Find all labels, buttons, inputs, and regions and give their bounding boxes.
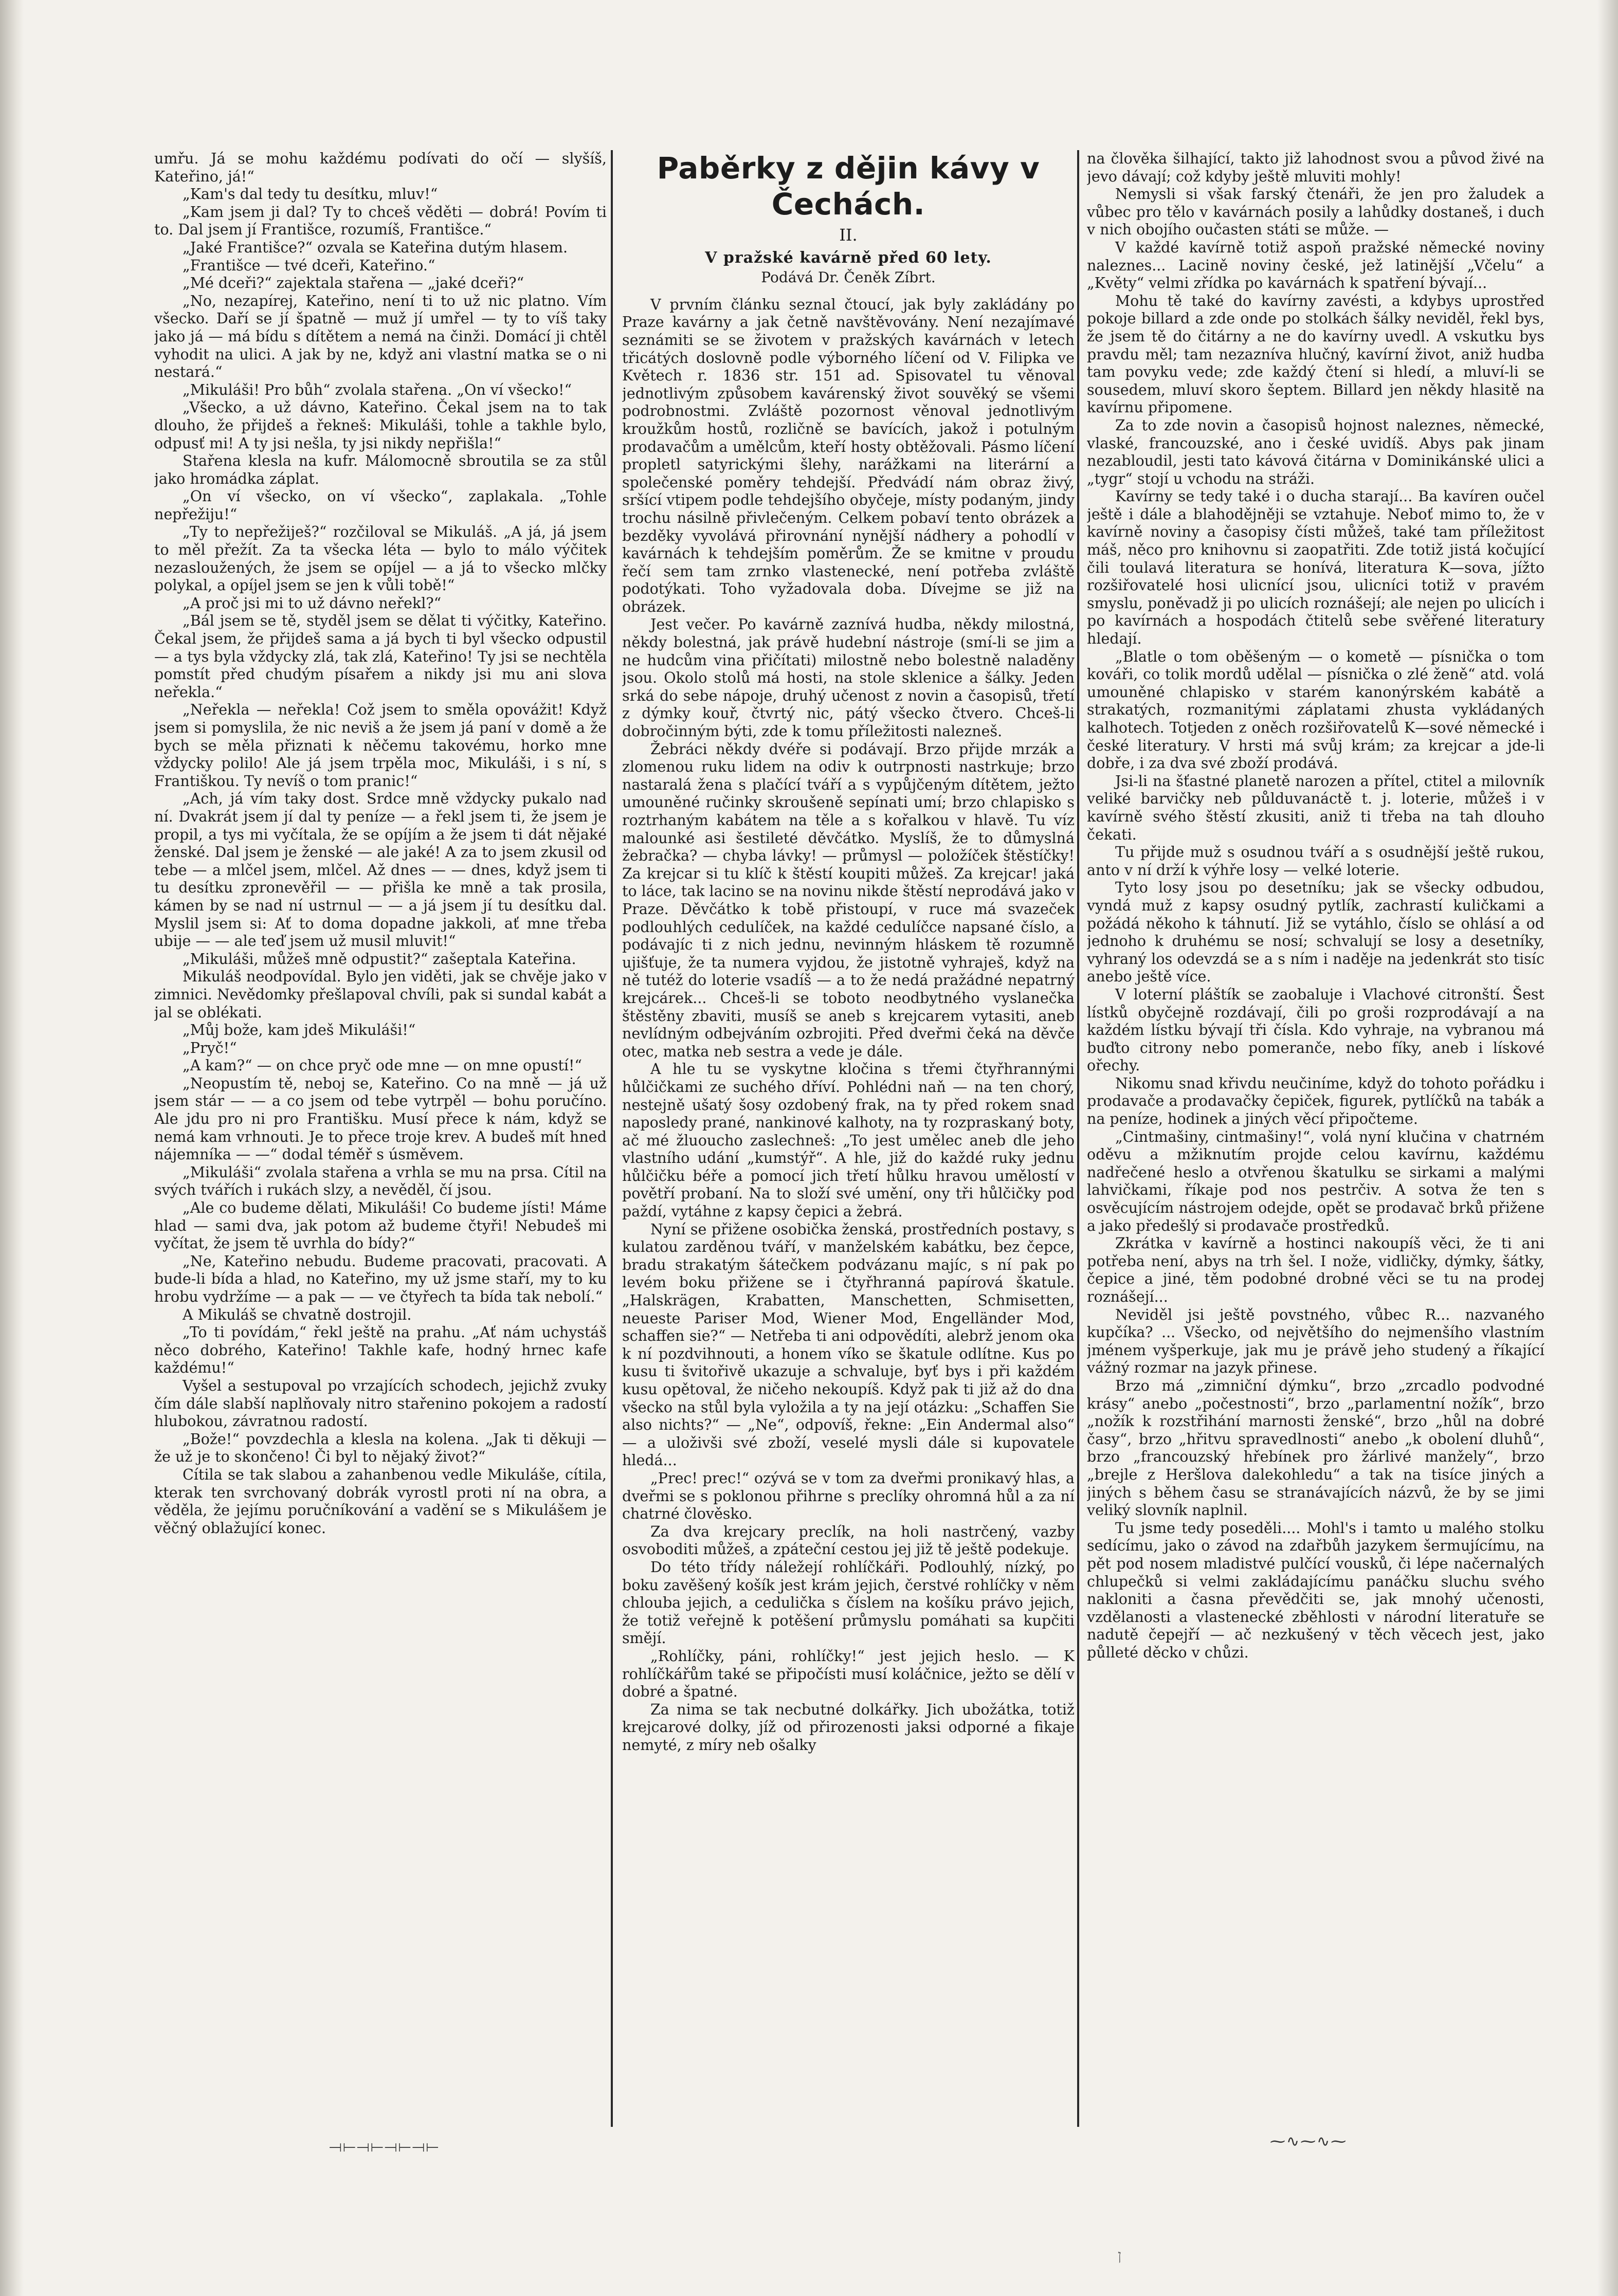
paragraph: „Můj bože, kam jdeš Mikuláši!“: [183, 1022, 416, 1039]
paragraph: „Všecko, a už dávno, Kateřino. Čekal jsem na to tak dlouho, že přijdeš a řekneš: Mikuláši, tohle a takhle bylo, odpusť mi! A ty jsi nešla, ty jsi nikdy nepřišla!“: [154, 399, 607, 452]
paragraph: Jest večer. Po kavárně zaznívá hudba, někdy milostná, někdy bolestná, jak právě hudební nástroje (smí-li se jim a ne hudcům vina přičítati) milostně nebo bolestně naladěny jsou. Okolo stolů má hosti, na stole sklenice a šálky. Jeden srká do sebe nápoje, druhý učenost z novin a časopisů, třetí z dýmky kouř, čtvrtý nic, pátý všecko čtvero. Chceš-li dobročinným býti, zde k tomu příležitosti nalezneš.: [622, 616, 1075, 740]
paragraph: V loterní pláštík se zaobaluje i Vlachové citronští. Šest lístků obyčejně rozdávají, čili po groši rozprodávají a na každém lístku bývají tři čísla. Kdo vyhraje, na vybranou má buďto citrony nebo pomeranče, nebo fíky, aneb i lískové ořechy.: [1087, 986, 1544, 1074]
paragraph: Tu jsme tedy poseděli.... Mohl's i tamto u malého stolku sedícímu, jako o závod na zdařbůh jazykem šermujícímu, na pět pod nosem mladistvé pulčící vousků, či lépe načernalých chlupečků si velmi zakládajícímu panáčku sluchu svého nakloniti a časna převědčiti se, jak mnohý učenosti, vzdělanosti a vlastenecké zběhlosti v národní literatuře se nadutě čepejří — ač nezkušený v těch věcech jest, jako půlleté děcko v chůzi.: [1087, 1519, 1544, 1661]
paragraph: Brzo má „zimniční dýmku“, brzo „zrcadlo podvodné krásy“ anebo „počestnosti“, brzo „parlamentní nožík“, brzo „nožík k rozstřihání marnosti ženské“, brzo „hůl na dobré časy“, brzo „hřitvu spravedlnosti“ anebo „k obolení dluhů“, brzo „francouzský hřebínek pro žárlivé manžely“, brzo „brejle z Heršlova dalekohledu“ a tak na tisíce jiných a jiných s během času se stranávajících názvů, že by se jimi veliký slovník naplnil.: [1087, 1377, 1544, 1519]
paragraph: Cítila se tak slabou a zahanbenou vedle Mikuláše, cítila, kterak ten svrchovaný dobrák vyrostl proti ní na obra, a věděla, že jejímu poručníkování a vadění se s Mikulášem je věčný oblažující konec.: [154, 1466, 607, 1537]
paragraph: Nemysli si však farský čtenáři, že jen pro žaludek a vůbec pro tělo v kavárnách posily a lahůdky dostaneš, i duch v nich obojího oučasten státi se může. —: [1087, 186, 1544, 239]
paragraph: Stařena klesla na kufr. Málomocně sbroutila se za stůl jako hromádka záplat.: [154, 452, 607, 487]
paragraph: „Františce — tvé dceři, Kateřino.“: [183, 257, 435, 274]
page-corner-mark: ן: [1118, 2247, 1122, 2264]
page-edge-left: [0, 0, 24, 2296]
paragraph: Tyto losy jsou po desetníku; jak se všecky odbudou, vyndá muž z kapsy osudný pytlík, zachrastí kuličkami a požádá někoho k táhnutí. Již se vytáhlo, číslo se ohlásí a od jednoho k druhému se nosí; schvalují se losy a desetníky, vyhraný los odevzdá se a s ním i naděje na jedenkrát sto tisíc anebo ještě více.: [1087, 879, 1544, 986]
paragraph: „Blatle o tom oběšeným — o kometě — písnička o tom kováři, co tolik mordů udělal — písnička o zlé ženě“ atd. volá umouněné chlapisko v starém kanonýrském kabátě a strakatých, rozmanitými záplatami zhusta vykládaných kalhotech. Totjeden z oněch rozšiřovatelů K—sové německé i české literatury. V hrsti má svůj krám; za krejcar a jde-li dobře, i za dva své zboží prodává.: [1087, 648, 1544, 772]
paragraph: „A proč jsi mi to už dávno neřekl?“: [183, 594, 442, 612]
column-rule-left: [611, 150, 613, 2127]
paragraph: „Kam jsem ji dal? Ty to chceš věděti — dobrá! Povím ti to. Dal jsem jí Františce, rozumíš, Františce.“: [154, 203, 607, 239]
article-end-ornament: ⁓∿⁓∿⁓: [1270, 2133, 1348, 2151]
paragraph: V každé kavírně totiž aspoň pražské německé noviny naleznes... Lacině noviny české, jež latinější „Včelu“ a „Květy“ velmi zřídka po kavárnách k spatření bývají...: [1087, 239, 1544, 292]
paragraph: Za to zde novin a časopisů hojnost naleznes, německé, vlaské, francouzské, ano i české uvidíš. Abys pak jinam nezabloudil, jesti tato kávová čitárna v Dominikánské ulici a „tygr“ stojí u vchodu na stráži.: [1087, 416, 1544, 487]
paragraph: Vyšel a sestupoval po vrzajících schodech, jejichž zvuky čím dále slabší naplňovaly nitro stařenino pokojem a radostí hlubokou, závratnou radostí.: [154, 1377, 607, 1430]
paragraph: Mohu tě také do kavírny zavésti, a kdybys uprostřed pokoje billard a zde onde po stolkách šálky neviděl, řekl bys, že jsem tě do čitárny a ne do kavírny uvedl. A vskutku bys pravdu měl; tam nezazníva hlučný, kavírní život, aniž hudba tam povyku vede; zde každý čtení si hledí, a mluví-li se sousedem, mluví skoro šeptem. Billard jen někdy hlasitě na kavírnu připomene.: [1087, 292, 1544, 416]
paragraph: Žebráci někdy dvéře si podávají. Brzo přijde mrzák a zlomenou ruku lidem na odiv k outrpnosti nastrkuje; brzo nastaralá žena s plačící tváří a s vypůjčeným dítětem, ježto umouněné ručinky skroušeně sepínati umí; brzo chlapisko s roztrhaným kabátem na těle a s kořalkou v hlavě. Tu víz malounké asi šestileté děvčátko. Myslíš, že to důmyslná žebračka? — chyba lávky! — průmysl — položíček štěstíčky! Za krejcar si tu klíč k štěstí koupiti můžeš. Za krejcar! jaká to láce, tak lacino se na novinu nikde štěstí neprodává jako v Praze. Děvčátko k tobě přistoupí, v ruce má svazeček podlouhlých cedulíček, na každé cedulíčce napsané číslo, a podávajíc ti z nich jednu, nevinným hláskem tě rozumně ujišťuje, že ta numera vyjdou, že jistotně vyhraješ, když na ně tutéž do loterie vsadíš — a to že nedá pražádné nepatrný krejcárek... Chceš-li se toboto neodbytného vyslanečka štěstěny zbaviti, musíš se aneb s krejcarem vytasiti, aneb nevlídným odbejváním ozbrojiti. Před dveřmi čeká na děvče otec, matka neb sestra a vede je dále.: [622, 740, 1075, 1060]
paragraph: na člověka šilhající, takto již lahodnost svou a původ živé na jevo dávají; což kdyby ještě mluviti mohly!: [1087, 150, 1544, 185]
paragraph: Jsi-li na šťastné planetě narozen a přítel, ctitel a milovník veliké barvičky neb půlduvanáctě t. j. loterie, můžeš i v kavírně svého štěstí zkusiti, aniž ti třeba na tah dlouho čekati.: [1087, 772, 1544, 843]
paragraph: „To ti povídám,“ řekl ještě na prahu. „Ať nám uchystáš něco dobrého, Kateřino! Takhle kafe, hodný hrnec kafe každému!“: [154, 1324, 607, 1377]
article-byline: Podává Dr. Čeněk Zíbrt.: [761, 269, 936, 286]
paragraph: „Prec! prec!“ ozývá se v tom za dveřmi pronikavý hlas, a dveřmi se s poklonou přihrne s preclíky ohromná hůl a za ní chatrné člověsko.: [622, 1469, 1075, 1523]
paragraph: „Bože!“ povzdechla a klesla na kolena. „Jak ti děkuji — že už je to skončeno! Či byl to nějaký život?“: [154, 1430, 607, 1466]
paragraph: Za nima se tak necbutné dolkářky. Jich ubožátka, totiž krejcarové dolky, jíž od přirozenosti jaksi odporné a fikaje nemyté, z míry neb ošalky: [622, 1701, 1075, 1754]
paragraph: Neviděl jsi ještě povstného, vůbec R... nazvaného kupčíka? ... Všecko, od největšího do nejmenšího vlastním jménem vyšperkuje, jak mu je právě jeho studený a říkající vážný rozmar na jazyk přinese.: [1087, 1306, 1544, 1377]
article-part-number: II.: [839, 225, 858, 245]
paragraph: „Ale co budeme dělati, Mikuláši! Co budeme jísti! Máme hlad — sami dva, jak potom až budeme čtyři! Nebudeš mi vyčítat, že jsem tě uvrhla do bídy?“: [154, 1199, 607, 1252]
paragraph: „On ví všecko, on ví všecko“, zaplakala. „Tohle nepřežiju!“: [154, 488, 607, 523]
paragraph: V prvním článku seznal čtoucí, jak byly zakládány po Praze kavárny a jak četně navštěvovány. Není nezajímavé seznámiti se se životem v pražských kavárnách v letech třicátých doslovně podle výborného líčení od V. Filipka ve Květech r. 1836 str. 151 ad. Spisovatel tu věnoval jednotlivým způsobem kavárenský život souvěký se všemi podrobnostmi. Zvláště pozornost věnoval jednotlivým kroužkům hostů, rozličně se bavících, jakož i potulným prodavačům a umělcům, kteří hosty obtěžovali. Pásmo líčení propletl satyrickými šlehy, narážkami na literární a společenské poměry tehdejší. Předvádí nám obraz živý, sršící vtipem podle tehdejšího obyčeje, místy podaným, jindy trochu násilně přivlečeným. Celkem pobaví tento obrázek a bezděky vyvolává přirovnání nynější nádhery a pohodlí v kavárnách k tehdejším poměrům. Že se kmitne v proudu řečí sem tam zrnko vlastenecké, není potřeba zvláště podotýkati. Toho vyžadovala doba. Dívejme se již na obrázek.: [622, 296, 1075, 615]
paragraph: „Cintmašiny, cintmašiny!“, volá nyní klučina v chatrném oděvu a mžiknutím projde celou kavírnu, každému nadřečené heslo a otvřenou škatulku se sirkami a malými lahvičkami, říkaje pod nos pestrčiv. A sotva že ten s osvěcujícím nástrojem odejde, opět se prodavač brků přižene a jako předešlý si prodavače prostředků.: [1087, 1128, 1544, 1234]
article-subtitle: V pražské kavárně před 60 lety.: [705, 248, 992, 267]
paragraph: Do této třídy náležejí rohlíčkáři. Podlouhlý, nízký, po boku zavěšený košík jest krám jejich, čerstvé rohlíčky v něm chlouba jejich, a cedulička s číslem na košíku právo jejich, že totiž veřejně k potěšení průmyslu pomáhati sa kupčiti smějí.: [622, 1558, 1075, 1647]
paragraph: „Mikuláši, můžeš mně odpustit?“ zašeptala Kateřina.: [183, 950, 576, 968]
paragraph: Tu přijde muž s osudnou tváří a s osudnější ještě rukou, anto v ní drží k výhře losy — velké loterie.: [1087, 844, 1544, 879]
paragraph: Za dva krejcary preclík, na holi nastrčený, vazby osvoboditi můžeš, a zpáteční cestou jej již tě ještě podekuje.: [622, 1523, 1075, 1558]
paragraph: Kavírny se tedy také i o ducha starají... Ba kavíren oučel ještě i dále a blahodějněji se vztahuje. Neboť mimo to, že v kavírně noviny a časopisy čísti můžeš, také tam příležitost máš, něco pro knihovnu si zaopatřiti. Zde totiž jistá kočující čili toulavá literatura se honívá, literatura K—sova, jížto rozšiřovatelé hosi ulicnící jsou, ulicníci totiž v pravém smyslu, poněvadž ji po ulicích roznášejí; ale nejen po ulicích i po kavírnách a hospodách čtitelů sebe svěřené literatury hledají.: [1087, 488, 1544, 648]
paragraph: „Ty to nepřežiješ?“ rozčiloval se Mikuláš. „A já, já jsem to měl přežít. Za ta všecka léta — bylo to málo výčitek nezasloužených, že jsem se opíjel — a já to všecko mlčky polykal, a opíjel jsem se jen k vůli tobě!“: [154, 523, 607, 594]
article-body: [622, 296, 1075, 1755]
paragraph: „Mikuláši! Pro bůh“ zvolala stařena. „On ví všecko!“: [183, 381, 572, 398]
paragraph: „Ne, Kateřino nebudu. Budeme pracovati, pracovati. A bude-li bída a hlad, no Kateřino, my už jsme staří, my to ku hrobu vydržíme — a pak — — ve čtyřech ta bída tak nebolí.“: [154, 1252, 607, 1305]
story-column: [154, 150, 607, 2129]
paragraph: „Neřekla — neřekla! Což jsem to směla opovážit! Když jsem si pomyslila, že nic neviš a že jsem já paní v domě a že bych se měla přiznati k něčemu takovému, horko mne vždycky polilo! Ale já jsem trpěla moc, Mikuláši, i s ní, s Františkou. Ty nevíš o tom pranic!“: [154, 701, 607, 790]
paragraph: umřu. Já se mohu každému podívati do očí — slyšíš, Kateřino, já!“: [154, 150, 607, 185]
paragraph: Mikuláš neodpovídal. Bylo jen viděti, jak se chvěje jako v zimnici. Nevědomky přešlapoval chvíli, pak si sundal kabát a jal se oblékati.: [154, 968, 607, 1021]
article-continuation-column: [1087, 150, 1544, 2129]
paragraph: „Pryč!“: [183, 1039, 237, 1056]
paragraph: „A kam?“ — on chce pryč ode mne — on mne opustí!“: [183, 1057, 582, 1074]
paragraph: „Kam's dal tedy tu desítku, mluv!“: [183, 186, 438, 203]
paragraph: „Mikuláši“ zvolala stařena a vrhla se mu na prsa. Cítil na svých tvářích i rukách slzy, a nevěděl, čí jsou.: [154, 1163, 607, 1199]
paragraph: „Jaké Františce?“ ozvala se Kateřina dutým hlasem.: [183, 239, 568, 256]
paragraph: Nyní se přižene osobička ženská, prostředních postavy, s kulatou zarděnou tváří, v manželském kabátku, bez čepce, bradu strakatým šátečkem podvázanu majíc, s ní pak po levém boku přižene se i čtyřhranná papírová škatule. „Halskrägen, Krabatten, Manschetten, Schmisetten, neueste Pariser Mod, Wiener Mod, Engelländer Mod, schaffen sie?“ — Netřeba ti ani odpovědíti, alebrž jenom oka k ní pozdvihnouti, a honem víko se škatule odlítne. Kus po kusu ti švitořivě ukazuje a schvaluje, byť bys i při každém kusu opětoval, že ničeho nekoupíš. Když pak ti již až do dna všecko na stůl byla vyložila a ty na její otázku: „Schaffen Sie also nichts?“ — „Ne“, odpovíš, řekne: „Ein Andermal also“ — a uloživši své zboží, veselé mysli dále si kupovatele hledá...: [622, 1220, 1075, 1469]
paragraph: „No, nezapírej, Kateřino, není ti to už nic platno. Vím všecko. Daří se jí špatně — muž jí umřel — ty to víš taky jako já — má bídu s dítětem a nemá na činži. Domácí ji chtěl vyhodit na ulici. A jak by ne, když ani vlastní matka se o ni nestará.“: [154, 292, 607, 381]
story-end-ornament: ⟞⟝⟞⟝⟞⟝⟞⟝: [329, 2138, 440, 2156]
paragraph: A Mikuláš se chvatně dostrojil.: [183, 1306, 412, 1323]
paragraph: Zkrátka v kavírně a hostinci nakoupíš věci, že ti ani potřeba není, abys na trh šel. I nože, vidličky, dýmky, šátky, čepice a jiné, těm podobné drobné věci se tu na prodej roznášejí...: [1087, 1235, 1544, 1305]
paragraph: „Bál jsem se tě, styděl jsem se dělat ti výčitky, Kateřino. Čekal jsem, že přijdeš sama a já bych ti byl všecko odpustil — a tys byla vždycky zlá, tak zlá, Kateřino! Ty jsi se nechtěla pomstít před chudým písařem a nikdy jsi mu ani slova neřekla.“: [154, 612, 607, 701]
paragraph: „Mé dceři?“ zajektala stařena — „jaké dceři?“: [183, 275, 524, 292]
article-title: Paběrky z dějin kávy v Čechách.: [657, 151, 1040, 222]
paragraph: „Ach, já vím taky dost. Srdce mně vždycky pukalo nad ní. Dvakrát jsem jí dal ty peníze — a řekl jsem ti, že jsem je propil, a tys mi vyčítala, že se opíjím a že jsem ti dát nějaké ženské. Dal jsem je ženské — ale jaké! A za to jsem zkusil od tebe — a mlčel jsem, mlčel. Až dnes — — dnes, když jsem ti tu desítku zpronevěřil — — přišla ke mně a tak prosila, kámen by se nad ní ustrnul — — a já jsem jí tu desítku dal. Myslil jsem si: Ať to doma dopadne jakkoli, ať mne třeba ubije — — ale teď jsem už musil mluvit!“: [154, 790, 607, 950]
page-edge-right: [1597, 0, 1618, 2296]
paragraph: A hle tu se vyskytne kločina s třemi čtyřhrannými hůlčičkami ze suchého dříví. Pohlédni naň — na ten chorý, nestejně ušatý šosy ozdobený frak, na ty před rokem snad naposledy prané, nankinové kalhoty, na ty rozpraskaný boty, ač mé žluoucho zaslechneš: „To jest umělec aneb dle jeho vlastního udání „kumstýř“. A hle, již do každé ruky jednu hůlčičku béře a pomocí jich třetí hůlku hravou umělostí v povětří probaní. Na to složí své umění, ony tři hůlčičky pod paždí, vytáhne z kapsy čepici a žebrá.: [622, 1061, 1075, 1220]
paragraph: „Rohlíčky, páni, rohlíčky!“ jest jejich heslo. — K rohlíčkářům také se připočísti musí koláčnice, ježto se dělí v dobré a špatné.: [622, 1647, 1075, 1701]
paragraph: „Neopustím tě, neboj se, Kateřino. Co na mně — já už jsem stár — — a co jsem od tebe vytrpěl — bohu poručíno. Ale jdu pro ni pro Františku. Musí přece k nám, když se nemá kam vrhnouti. Je to přece troje krev. A budeš mít hned nájemníka — —“ dodal téměř s úsměvem.: [154, 1074, 607, 1163]
article-column: [622, 150, 1075, 2129]
column-rule-right: [1077, 150, 1079, 2127]
paragraph: Nikomu snad křivdu neučiníme, když do tohoto pořádku i prodavače a prodavačky čepiček, figurek, pytlíčků na tabák a na peníze, hodinek a jiných věcí připočteme.: [1087, 1074, 1544, 1128]
